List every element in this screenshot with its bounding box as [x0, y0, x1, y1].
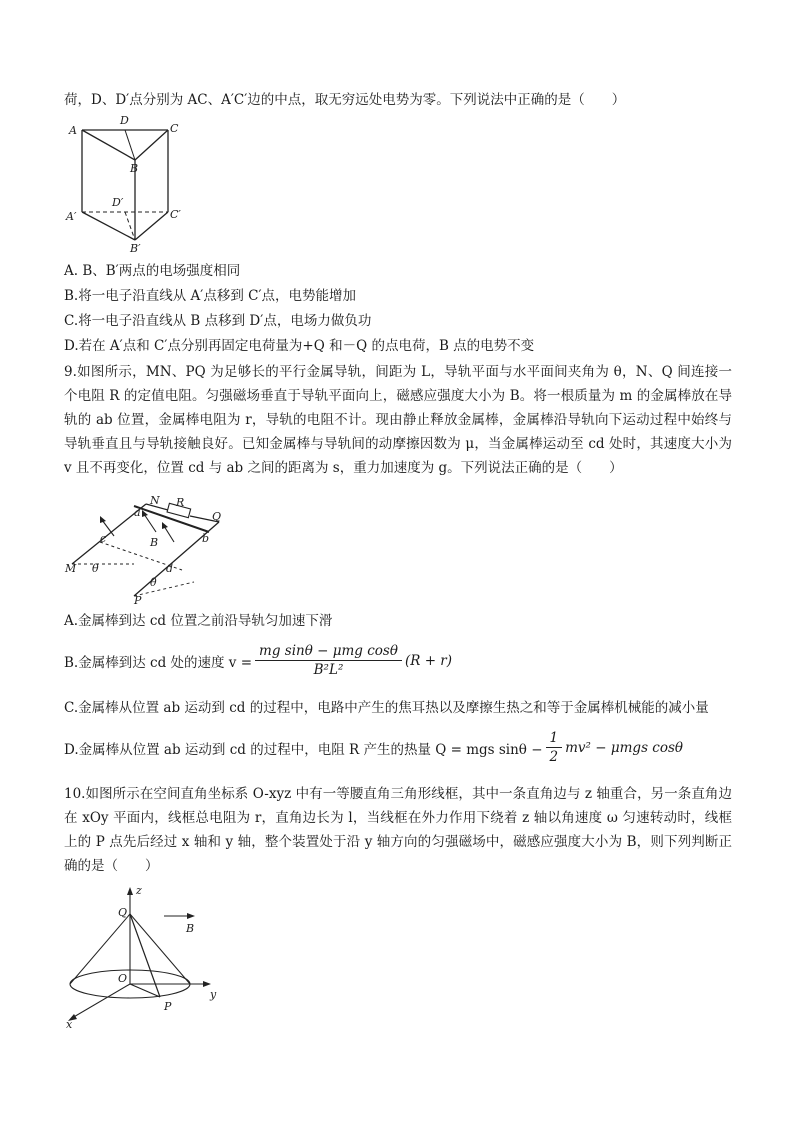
q9-option-d-numerator: 1: [546, 730, 563, 748]
q8-option-c: C.将一电子沿直线从 B 点移到 D′点，电场力做负功: [64, 313, 372, 329]
q10-label-b: B: [186, 922, 195, 935]
q9-option-b: [64, 643, 452, 678]
q9-option-b-numerator: mg sinθ − μmg cosθ: [255, 643, 402, 661]
q8-label-a-prime: A′: [66, 210, 77, 223]
q9-stem-text: 9.如图所示，MN、PQ 为足够长的平行金属导轨，间距为 L，导轨平面与水平面间夹角为 θ，N、Q 间连接一个电阻 R 的定值电阻。匀强磁场垂直于导轨平面向上，磁感应强度大小为 B。将一根质量为 m 的金属棒放在导轨的 ab 位置，金属棒电阻为 r，导轨的电阻不计。现由静止释放金属棒，金属棒沿导轨向下运动过程中始终与导轨垂直且与导轨接触良好。已知金属棒与导轨间的动摩擦因数为 μ，当金属棒运动至 cd 处时，其速度大小为 v 且不再变化，位置 cd 与 ab 之间的距离为 s，重力加速度为 g。下列说法正确的是（ ）: [64, 364, 732, 476]
q8-option-b: B.将一电子沿直线从 A′点移到 C′点，电势能增加: [64, 288, 357, 304]
q9-label-b: b: [202, 532, 210, 545]
q10-label-y: y: [210, 988, 217, 1001]
q9-label-field-b: B: [150, 536, 159, 549]
q8-prism-figure: [64, 112, 194, 254]
q8-label-b: B: [130, 162, 139, 175]
q9-option-c: C.金属棒从位置 ab 运动到 cd 的过程中，电路中产生的焦耳热以及摩擦生热之和等于金属棒机械能的减小量: [64, 700, 709, 716]
q9-label-m: M: [65, 562, 77, 575]
q9-option-b-fraction: [255, 643, 402, 678]
q10-stem: [64, 782, 732, 878]
q8-label-d: D: [120, 114, 129, 127]
q8-intro: 荷，D、D′点分别为 AC、A′C′边的中点，取无穷远处电势为零。下列说法中正确的是（ ）: [64, 92, 626, 108]
q10-label-o: O: [118, 972, 128, 985]
q8-label-c-prime: C′: [170, 208, 181, 221]
q8-label-d-prime: D′: [112, 196, 124, 209]
q9-option-d: [64, 730, 683, 765]
q10-stem-text: 10.如图所示在空间直角坐标系 O-xyz 中有一等腰直角三角形线框，其中一条直角边与 z 轴重合，另一条直角边在 xOy 平面内，线框总电阻为 r，直角边长为 l，当线框在外力作用下绕着 z 轴以角速度 ω 匀速转动时，线框上的 P 点先后经过 x 轴和 y 轴，整个装置处于沿 y 轴方向的匀强磁场中，磁感应强度大小为 B，则下列判断正确的是（ ）: [64, 786, 732, 874]
q9-option-a: A.金属棒到达 cd 位置之前沿导轨匀加速下滑: [64, 613, 333, 629]
q9-option-d-prefix: D.金属棒从位置 ab 运动到 cd 的过程中，电阻 R 产生的热量 Q = mgs sinθ −: [64, 741, 543, 758]
q9-label-theta-2: θ: [150, 576, 157, 589]
q9-label-q: Q: [212, 510, 222, 523]
q8-label-c: C: [170, 122, 179, 135]
q8-label-b-prime: B′: [130, 242, 141, 254]
q9-label-p: P: [134, 594, 142, 604]
q9-option-d-fraction: [546, 730, 563, 765]
q10-label-x: x: [66, 1018, 73, 1030]
q9-label-r: R: [176, 496, 185, 509]
q9-label-n: N: [150, 494, 160, 507]
q9-label-theta-1: θ: [92, 562, 99, 575]
q9-option-d-denominator: 2: [549, 749, 559, 765]
q10-label-q: Q: [118, 906, 128, 919]
q10-label-z: z: [136, 884, 142, 897]
q9-option-b-prefix: B.金属棒到达 cd 处的速度 v =: [64, 654, 253, 671]
q9-option-d-suffix: mv² − μmgs cosθ: [565, 739, 684, 756]
q9-stem: [64, 360, 732, 480]
q8-option-d: D.若在 A′点和 C′点分别再固定电荷量为+Q 和－Q 的点电荷，B 点的电势不变: [64, 338, 535, 354]
q9-label-a: a: [134, 506, 141, 519]
q9-option-b-denominator: B²L²: [313, 662, 344, 678]
q10-label-p: P: [164, 1000, 172, 1013]
q9-option-b-suffix: (R + r): [404, 652, 453, 669]
q8-label-a: A: [69, 124, 77, 137]
q9-rail-figure: [64, 492, 234, 604]
q9-label-d: d: [166, 562, 174, 575]
q8-option-a: A. B、B′两点的电场强度相同: [64, 263, 241, 279]
q10-coordinate-figure: [60, 884, 230, 1030]
q9-label-c: c: [100, 532, 107, 545]
